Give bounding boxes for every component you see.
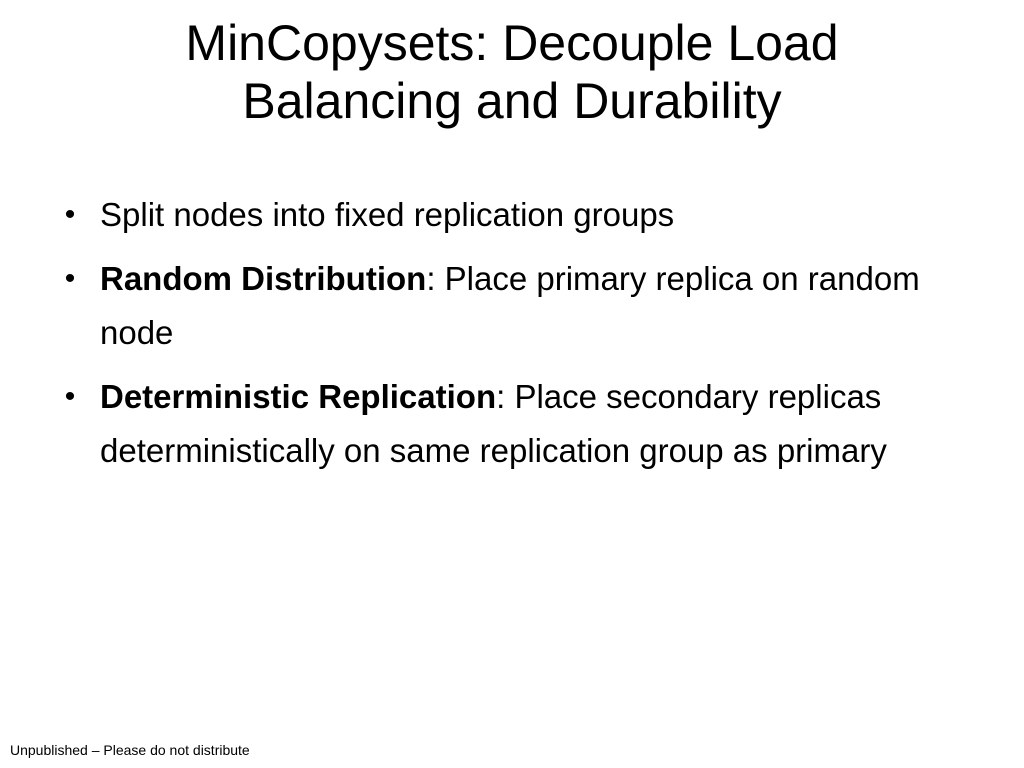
bullet-dot-icon: • (64, 380, 76, 413)
bullet-dot-icon: • (64, 198, 76, 231)
bullet-3-bold: Deterministic Replication (100, 378, 497, 415)
bullet-3-text: : Place secondary replicas deterministically on same replication group as primary (100, 378, 887, 469)
bullet-item-1 (60, 188, 980, 242)
title-line-1: MinCopysets: Decouple Load (185, 15, 839, 71)
bullet-dot-icon: • (64, 262, 76, 295)
bullet-list (60, 188, 980, 488)
bullet-1-text: Split nodes into fixed replication groups (100, 196, 675, 233)
slide-title (60, 14, 964, 130)
bullet-2-text: : Place primary replica on random node (100, 260, 920, 351)
bullet-item-3 (60, 370, 980, 478)
footer-notice: Unpublished – Please do not distribute (10, 742, 250, 758)
bullet-item-2 (60, 252, 980, 360)
bullet-2-bold: Random Distribution (100, 260, 427, 297)
title-line-2: Balancing and Durability (242, 73, 782, 129)
